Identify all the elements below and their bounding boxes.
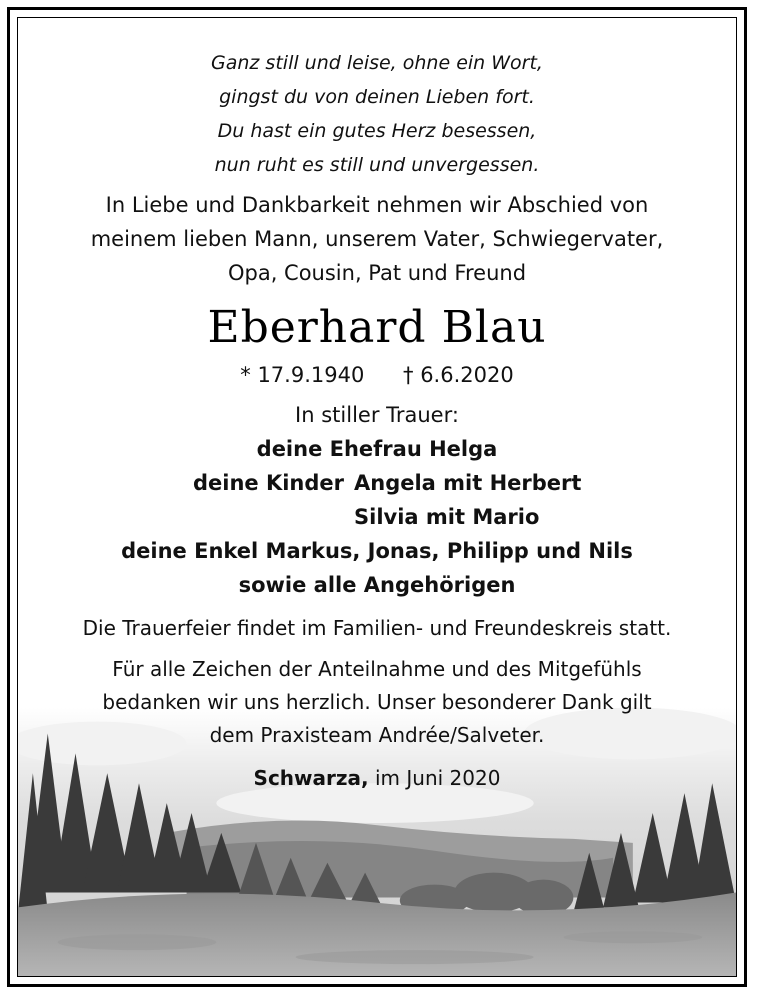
outer-border <box>7 7 747 987</box>
thanks-line: bedanken wir uns herzlich. Unser besonderer Dank gilt <box>102 690 652 714</box>
place: Schwarza, <box>253 766 369 790</box>
child-name: Silvia mit Mario <box>354 505 540 529</box>
intro-line: Opa, Cousin, Pat und Freund <box>227 261 527 285</box>
poem-line: Du hast ein gutes Herz besessen, <box>217 120 537 142</box>
mourners <box>18 398 736 602</box>
intro-line: In Liebe und Dankbarkeit nehmen wir Abschied von <box>105 193 649 217</box>
birth-date: * 17.9.1940 <box>240 363 365 387</box>
relatives: sowie alle Angehörigen <box>238 573 516 597</box>
children-row <box>18 466 736 500</box>
spouse: deine Ehefrau Helga <box>256 437 498 461</box>
children-row <box>18 500 736 534</box>
place-date <box>18 762 736 795</box>
grandchildren: deine Enkel Markus, Jonas, Philipp und Nils <box>121 539 633 563</box>
date: im Juni 2020 <box>374 766 501 790</box>
thanks-text <box>18 653 736 752</box>
poem-line: gingst du von deinen Lieben fort. <box>219 86 535 108</box>
death-date: † 6.6.2020 <box>403 363 514 387</box>
thanks-line: Für alle Zeichen der Anteilnahme und des Mitgefühls <box>112 657 642 681</box>
intro-text <box>18 188 736 290</box>
children-label: deine Kinder <box>192 471 344 495</box>
child-name: Angela mit Herbert <box>354 471 582 495</box>
poem-line: Ganz still und leise, ohne ein Wort, <box>211 52 543 74</box>
thanks-line: dem Praxisteam Andrée/Salveter. <box>209 723 545 747</box>
poem <box>18 46 736 182</box>
life-dates <box>18 358 736 392</box>
poem-line: nun ruht es still und unvergessen. <box>214 154 540 176</box>
ceremony-notice: Die Trauerfeier findet im Familien- und Freundeskreis statt. <box>82 616 672 640</box>
intro-line: meinem lieben Mann, unserem Vater, Schwiegervater, <box>90 227 664 251</box>
deceased-name: Eberhard Blau <box>207 302 547 353</box>
obituary-text <box>18 18 736 795</box>
mourning-lead: In stiller Trauer: <box>295 403 459 427</box>
inner-border <box>17 17 737 977</box>
